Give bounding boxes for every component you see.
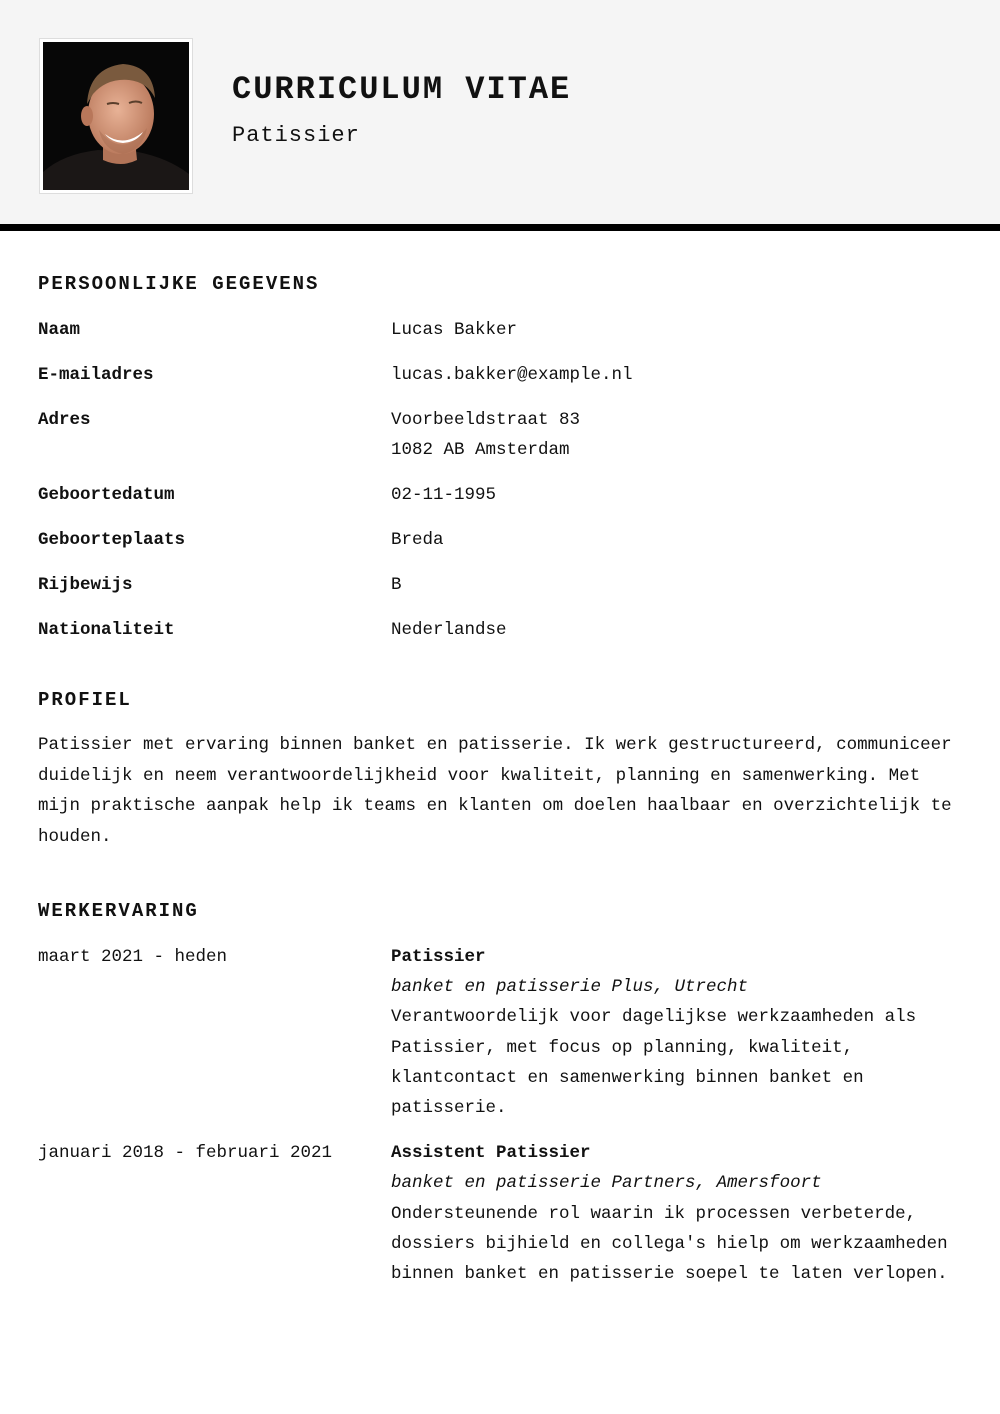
detail-label: Geboorteplaats [38, 530, 186, 550]
detail-value: B [391, 575, 402, 595]
job-details [391, 1138, 958, 1289]
detail-label: Adres [38, 410, 91, 430]
detail-value: 02-11-1995 [391, 485, 497, 505]
detail-label: Rijbewijs [38, 575, 133, 595]
work-experience-section [38, 897, 958, 1289]
job-details [391, 942, 958, 1123]
job-role: Assistent Patissier [391, 1143, 591, 1164]
job-entry [38, 1138, 958, 1289]
detail-row-email [38, 360, 958, 390]
profile-photo-frame [40, 39, 192, 193]
job-role: Patissier [391, 947, 486, 967]
detail-value: lucas.bakker@example.nl [391, 365, 633, 385]
cv-content [38, 270, 958, 1289]
personal-details-section [38, 270, 958, 645]
job-period: maart 2021 - heden [38, 947, 228, 967]
section-heading: PERSOONLIJKE GEGEVENS [38, 273, 320, 295]
profile-photo [43, 42, 189, 190]
job-description: Verantwoordelijk voor dagelijkse werkzaamheden als Patissier, met focus op planning, kwaliteit, klantcontact en samenwerking binnen banket en patisserie. [391, 1007, 917, 1119]
page-title: CURRICULUM VITAE [232, 71, 572, 108]
job-period: januari 2018 - februari 2021 [38, 1143, 333, 1164]
section-heading: WERKERVARING [38, 900, 199, 922]
detail-value: Breda [391, 530, 444, 550]
job-entry [38, 942, 958, 1123]
detail-value: Voorbeeldstraat 83 1082 AB Amsterdam [391, 410, 581, 460]
detail-label: Naam [38, 320, 81, 340]
detail-row-nationality [38, 615, 958, 645]
detail-row-address [38, 405, 958, 465]
job-title: Patissier [232, 123, 360, 148]
job-company: banket en patisserie Plus, Utrecht [391, 977, 749, 998]
detail-value: Nederlandse [391, 620, 507, 640]
profile-section [38, 686, 958, 852]
detail-label: Geboortedatum [38, 485, 175, 505]
detail-row-license [38, 570, 958, 600]
profile-text: Patissier met ervaring binnen banket en patisserie. Ik werk gestructureerd, communiceer duidelijk en neem verantwoordelijkheid voor kwaliteit, planning en samenwerking. Met mijn praktische aanpak help ik teams en klanten om doelen haalbaar en overzichtelijk te houden. [38, 735, 952, 847]
job-company: banket en patisserie Partners, Amersfoort [391, 1173, 822, 1194]
section-heading: PROFIEL [38, 689, 132, 711]
detail-row-name [38, 315, 958, 345]
job-description: Ondersteunende rol waarin ik processen verbeterde, dossiers bijhield en collega's hielp om werkzaamheden binnen banket en patisserie soepel te laten verlopen. [391, 1203, 948, 1285]
cv-header [0, 0, 1000, 231]
detail-label: Nationaliteit [38, 620, 175, 640]
detail-row-birthplace [38, 525, 958, 555]
detail-label: E-mailadres [38, 365, 154, 385]
detail-row-birthdate [38, 480, 958, 510]
portrait-illustration [43, 42, 189, 190]
detail-value: Lucas Bakker [391, 320, 518, 340]
